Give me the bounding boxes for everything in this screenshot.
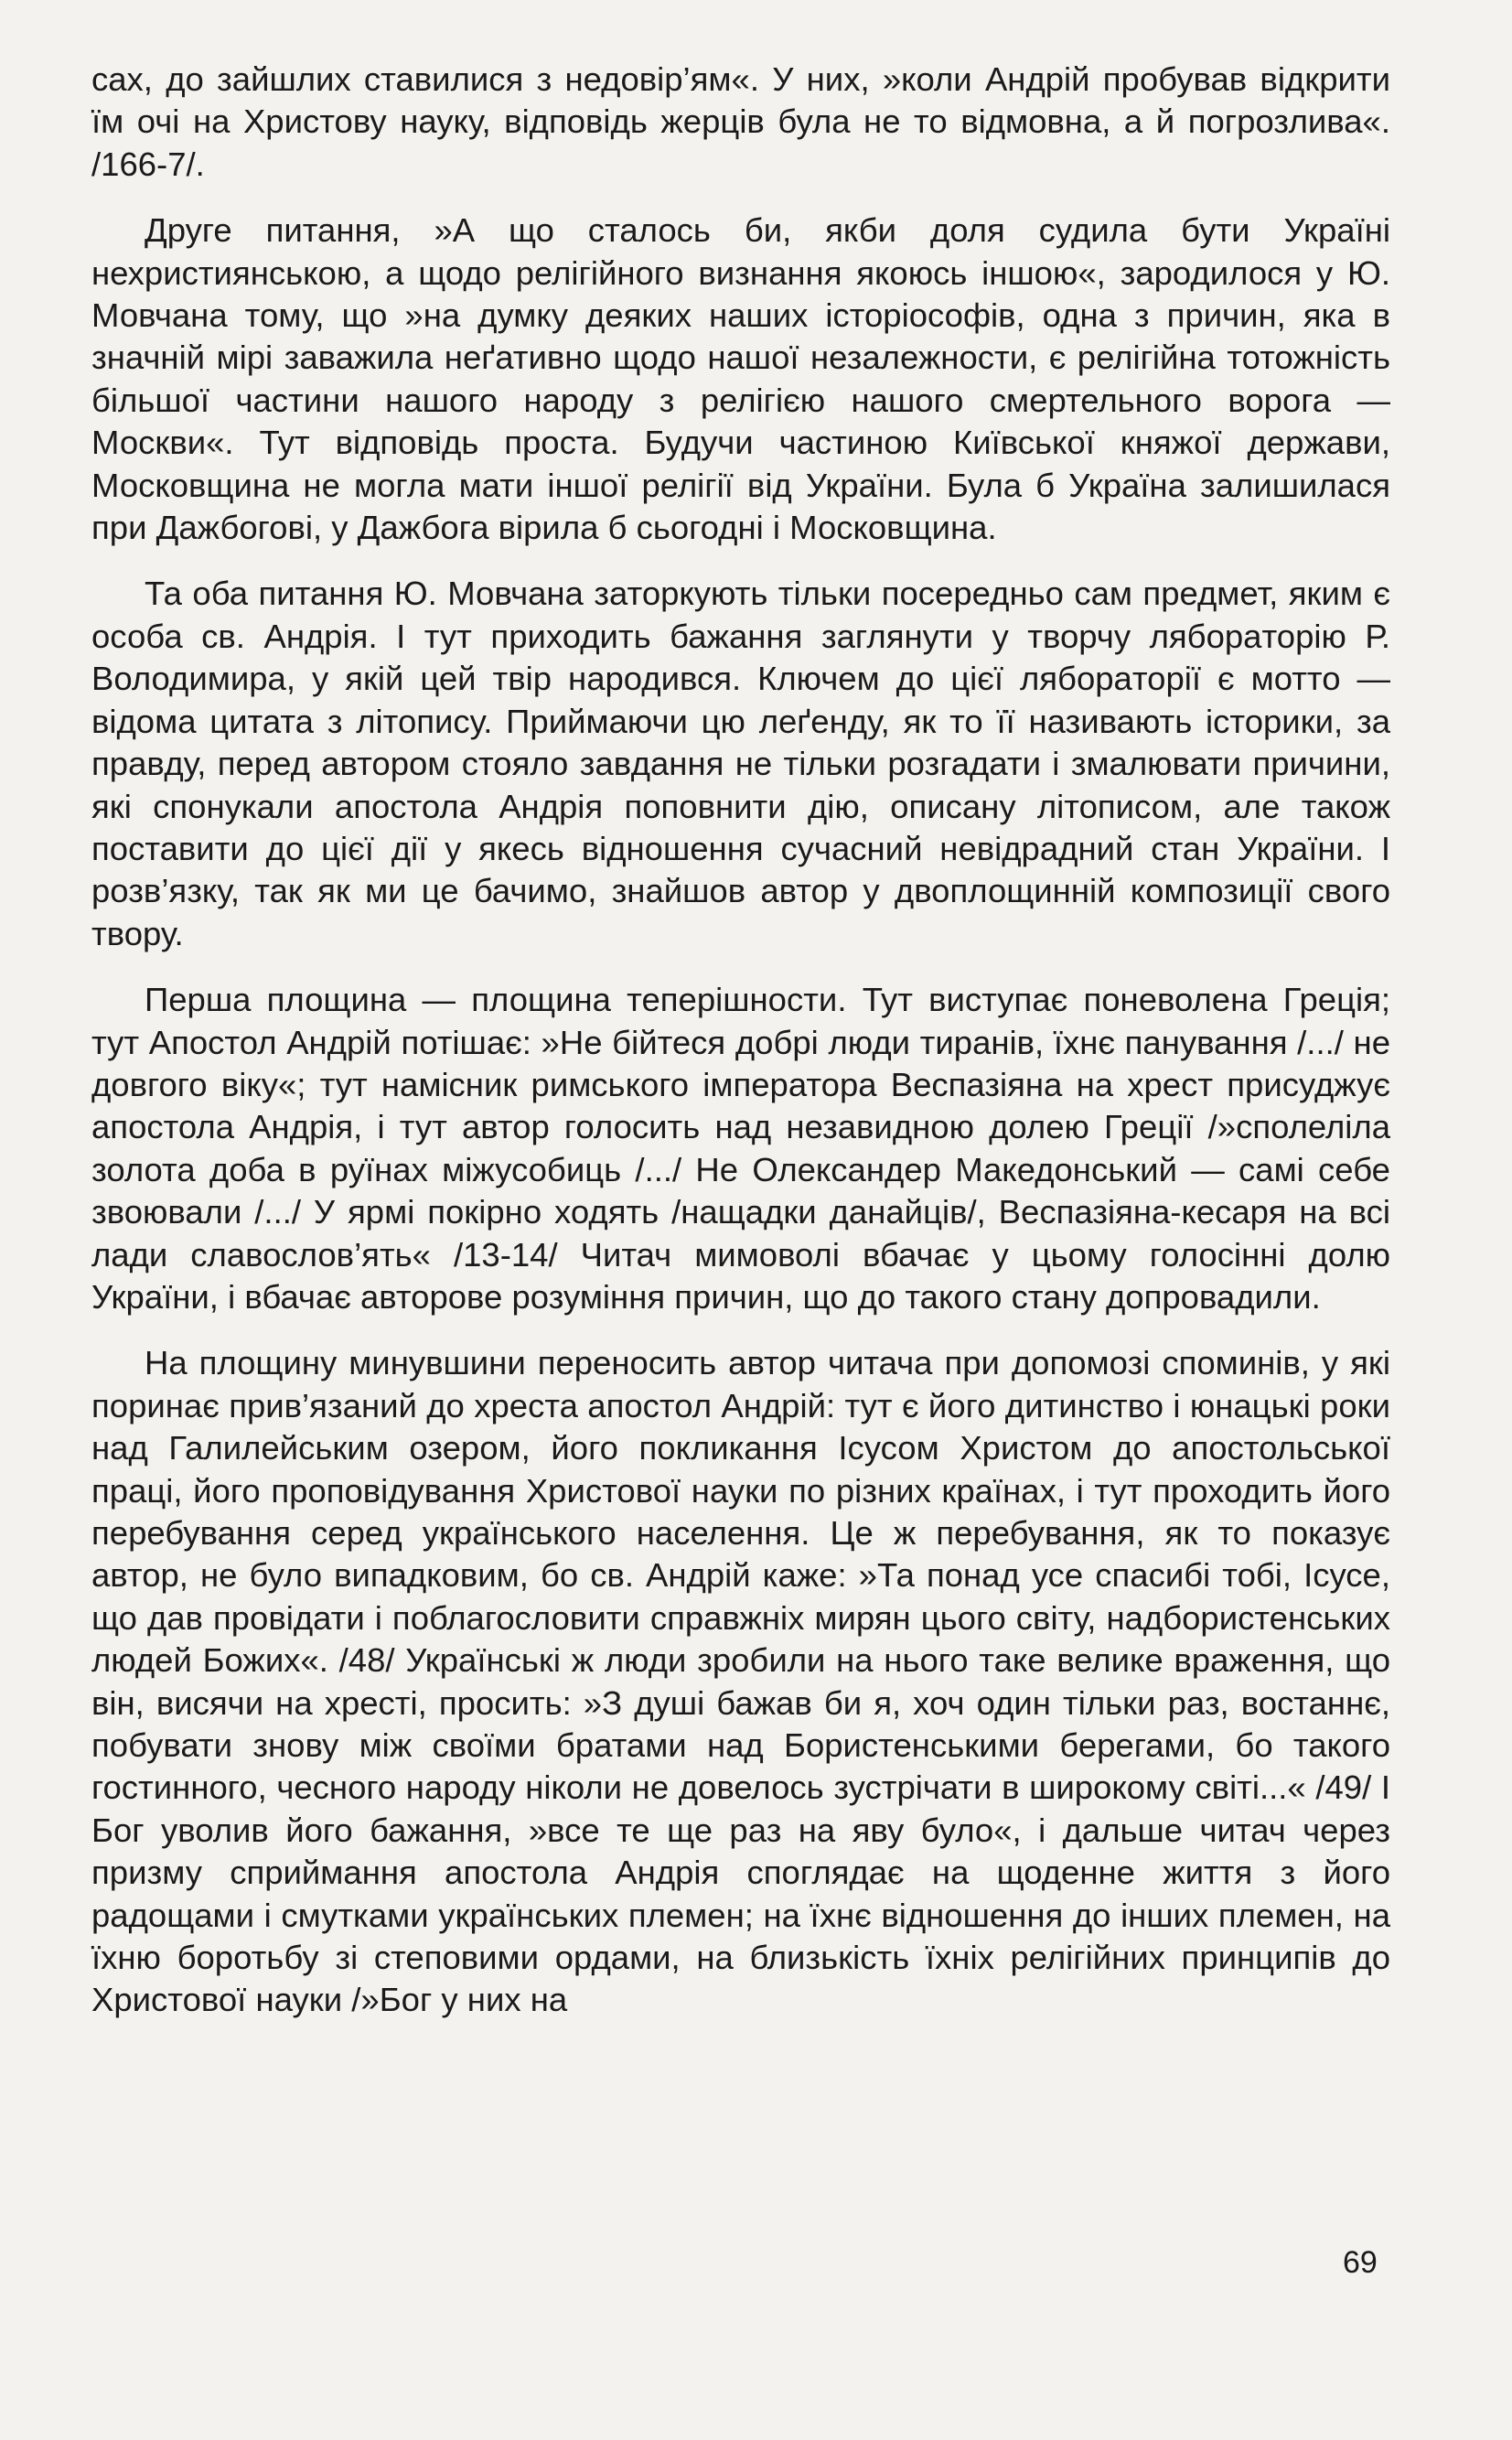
paragraph-4: Перша площина — площина теперішности. Тут виступає поневолена Греція; тут Апостол Андрій потішає: »Не бійтеся добрі люди тиранів, їхнє панування /.../ не довгого віку«; тут намісник римського імператора Веспазіяна на хрест присуджує апостола Андрія, і тут автор голосить над незавидною долею Греції /»сполеліла золота доба в руїнах міжусобиць /.../ Не Олександер Македонський — самі себе звоювали /.../ У ярмі покірно ходять /нащадки данайців/, Веспазіяна-кесаря на всі лади славослов’ять« /13-14/ Читач мимоволі вбачає у цьому голосінні долю України, і вбачає авторове розуміння причин, що до такого стану допровадили. [91, 981, 1390, 1316]
page-number: 69 [1343, 2245, 1378, 2280]
paragraph-5: На площину минувшини переносить автор читача при допомозі споминів, у які поринає прив’язаний до хреста апостол Андрій: тут є його дитинство і юнацькі роки над Галилейським озером, його покликання Ісусом Христом до апостольської праці, його проповідування Христової науки по різних країнах, і тут проходить його перебування серед українського населення. Це ж перебування, як то показує автор, не було випадковим, бо св. Андрій каже: »Та понад усе спасибі тобі, Ісусе, що дав провідати і поблагословити справжніх мирян цього світу, надбористенських людей Божих«. /48/ Українські ж люди зробили на нього таке велике враження, що він, висячи на хресті, просить: »З душі бажав би я, хоч один тільки раз, востаннє, побувати знову між своїми братами над Бористенськими берегами, бо такого гостинного, чесного народу ніколи не довелось зустрічати в широкому світі...« /49/ І Бог уволив його бажання, »все те ще раз на яву було«, і дальше читач через призму сприймання апостола Андрія споглядає на щоденне життя з його радощами і смутками українських племен; на їхнє відношення до інших племен, на їхню боротьбу зі степовими ордами, на близькість їхніх релігійних принципів до Христової науки /»Бог у них на [91, 1344, 1390, 2019]
paragraph-2: Друге питання, »А що сталось би, якби доля судила бути Україні нехристиянською, а щодо релігійного визнання якоюсь іншою«, зародилося у Ю. Мовчана тому, що »на думку деяких наших історіософів, одна з причин, яка в значній мірі заважила неґативно щодо нашої незалежности, є релігійна тотожність більшої частини нашого народу з релігією нашого смертельного ворога — Москви«. Тут відповідь проста. Будучи частиною Київської княжої держави, Московщина не могла мати іншої релігії від України. Була б Україна залишилася при Дажбогові, у Дажбога вірила б сьогодні і Московщина. [91, 211, 1390, 547]
page-body [91, 59, 1390, 2046]
paragraph-1: сах, до зайшлих ставилися з недовір’ям«. У них, »коли Андрій пробував відкрити їм очі на Христову науку, відповідь жерців була не то відмовна, а й погрозлива«. /166-7/. [91, 60, 1390, 183]
paragraph-3: Та оба питання Ю. Мовчана заторкують тільки посередньо сам предмет, яким є особа св. Андрія. І тут приходить бажання заглянути у творчу ляборaторію Р. Володимира, у якій цей твір народився. Ключем до цієї ляборaторії є мотто — відома цитата з літопису. Приймаючи цю леґенду, як то її називають історики, за правду, перед автором стояло завдання не тільки розгадати і змалювати причини, які спонукали апостола Андрія поповнити дію, описану літописом, але також поставити до цієї дії у якесь відношення сучасний невідрадний стан України. І розв’язку, так як ми це бачимо, знайшов автор у двоплощинній композиції свого твору. [91, 575, 1390, 952]
